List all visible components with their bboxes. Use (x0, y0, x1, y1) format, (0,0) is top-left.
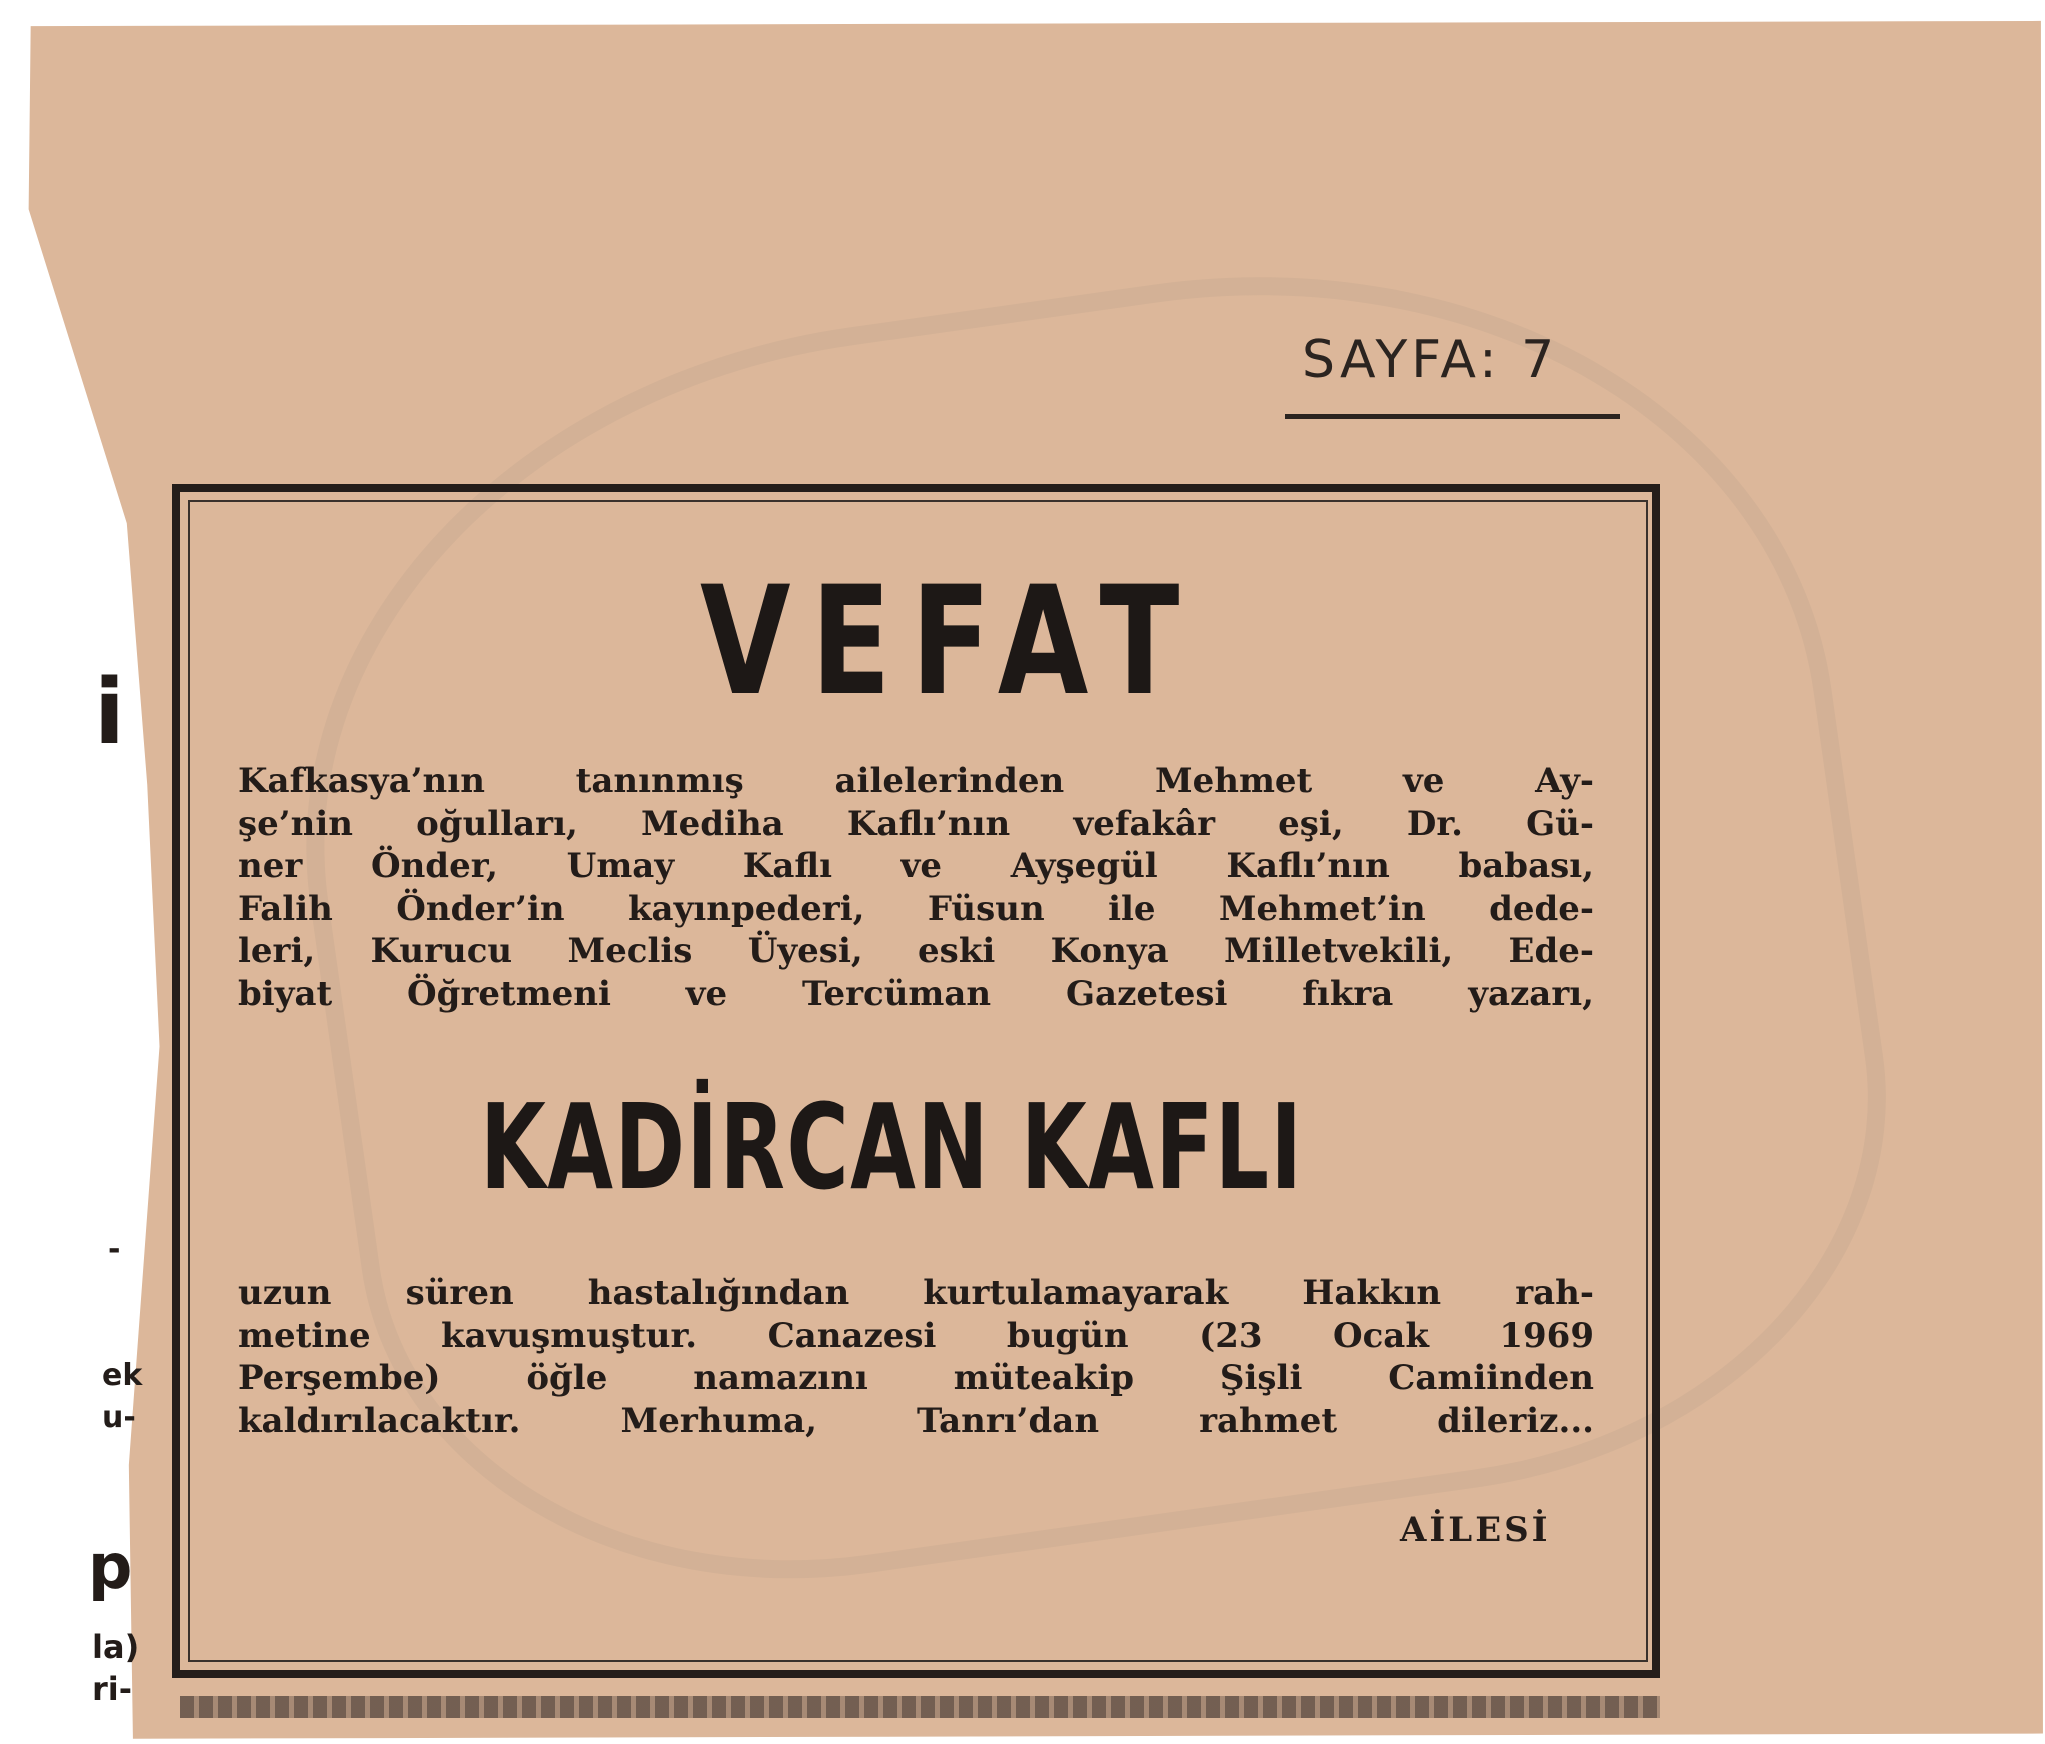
obituary-signature: AİLESİ (1400, 1510, 1551, 1550)
intro-line: Falih Önder’in kayınpederi, Füsun ile Mehmet’in dede- (238, 888, 1594, 929)
left-column-fragment: i (94, 660, 125, 765)
page-number-underline (1285, 414, 1620, 419)
obituary-body-paragraph (238, 1272, 1594, 1442)
bottom-border-strip (180, 1696, 1660, 1718)
intro-line: şe’nin oğulları, Mediha Kaflı’nın vefakâr eşi, Dr. Gü- (238, 803, 1594, 844)
body-line: uzun süren hastalığından kurtulamayarak Hakkın rah- (238, 1273, 1594, 1313)
left-column-fragment: p (88, 1530, 133, 1603)
body-line: kaldırılacaktır. Merhuma, Tanrı’dan rahmet dileriz... (238, 1400, 1594, 1441)
obituary-intro-paragraph (238, 760, 1594, 1015)
intro-line: leri, Kurucu Meclis Üyesi, eski Konya Milletvekili, Ede- (238, 931, 1594, 971)
left-column-fragment: ek (102, 1358, 143, 1393)
intro-line: Kafkasya’nın tanınmış ailelerinden Mehmet ve Ay- (238, 761, 1594, 801)
left-column-fragment: ri- (92, 1670, 133, 1708)
left-column-fragment: - (108, 1232, 121, 1267)
page-number-label: SAYFA: 7 (1302, 330, 1559, 390)
deceased-name: KADİRCAN KAFLI (480, 1078, 1304, 1216)
body-line: metine kavuşmuştur. Canazesi bugün (23 Ocak 1969 (238, 1315, 1594, 1356)
body-line: Perşembe) öğle namazını müteakip Şişli Camiinden (238, 1358, 1594, 1398)
intro-line: biyat Öğretmeni ve Tercüman Gazetesi fıkra yazarı, (238, 973, 1594, 1014)
left-column-fragment: la) (92, 1628, 140, 1666)
intro-line: ner Önder, Umay Kaflı ve Ayşegül Kaflı’nın babası, (238, 846, 1594, 886)
obituary-headline: VEFAT (700, 555, 1200, 729)
left-column-fragment: u- (102, 1400, 136, 1435)
